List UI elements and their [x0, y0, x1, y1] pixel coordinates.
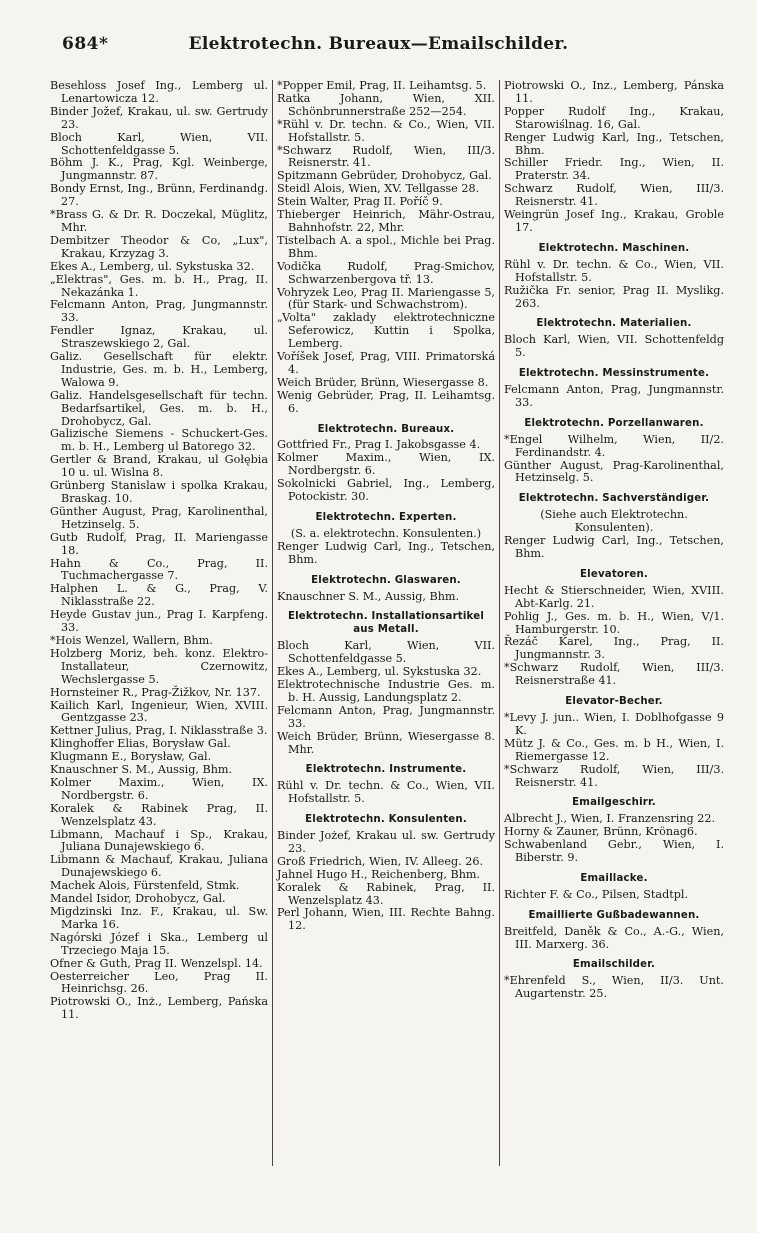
directory-entry: Ekes A., Lemberg, ul. Sykstuska 32.	[277, 665, 482, 679]
directory-entry: *Brass G. & Dr. R. Doczekal, Müglitz, Mhr.	[50, 208, 268, 234]
directory-entry: *Popper Emil, Prag, II. Leihamtsg. 5.	[277, 79, 487, 92]
directory-entry: Koralek & Rabinek Prag, II. Wenzelsplatz 43.	[50, 801, 268, 828]
directory-entry: Elektrotechnische Industrie Ges. m. b. H. Aussig, Landungsplatz 2.	[277, 677, 495, 704]
directory-entry: Gottfried Fr., Prag I. Jakobsgasse 4.	[277, 438, 481, 452]
directory-entry: Felcmann Anton, Prag, Jungmannstr. 33.	[277, 703, 495, 730]
directory-entry: Hahn & Co., Prag, II. Tuchmachergasse 7.	[50, 556, 268, 583]
section-heading: Elektrotechn. Glaswaren.	[311, 574, 461, 586]
cross-reference-note: (Siehe auch Elektrotechn. Konsulenten).	[540, 508, 688, 535]
directory-entry: Besehloss Josef Ing., Lemberg ul. Lenartowicza 12.	[50, 79, 268, 105]
directory-entry: Schwarz Rudolf, Wien, III/3. Reisnerstr. 41.	[504, 182, 724, 209]
section-heading: Elektrotechn. Konsulenten.	[305, 814, 467, 826]
directory-entry: Vohryzek Leo, Prag II. Mariengasse 5, (für Stark- und Schwachstrom).	[277, 285, 495, 312]
directory-entry: Galiz. Gesellschaft für elektr. Industrie, Ges. m. b. H., Lemberg, Walowa 9.	[50, 350, 268, 389]
section-heading: Elektrotechn. Maschinen.	[538, 242, 690, 254]
directory-entry: Rühl v. Dr. techn. & Co., Wien, VII. Hofstallstr. 5.	[277, 779, 495, 806]
directory-entry: Schwabenland Gebr., Wien, I. Biberstr. 9.	[504, 838, 724, 865]
directory-entry: Günther August, Prag-Karolinenthal, Hetzinselg. 5.	[504, 458, 724, 485]
section-heading: Emaillierte Gußbadewannen.	[528, 909, 700, 921]
directory-entry: Breitfeld, Daněk & Co., A.-G., Wien, III. Marxerg. 36.	[504, 924, 724, 951]
directory-entry: Machek Alois, Fürstenfeld, Stmk.	[50, 879, 240, 893]
directory-entry: Jahnel Hugo H., Reichenberg, Bhm.	[277, 867, 481, 881]
directory-entry: „Volta" zaklady elektrotechniczne Seferowicz, Kuttin i Spolka, Lemberg.	[277, 311, 495, 351]
section-heading: Emailschilder.	[572, 959, 656, 971]
section-heading: Elektrotechn. Porzellanwaren.	[524, 417, 704, 429]
directory-entry: Thieberger Heinrich, Mähr-Ostrau, Bahnhofstr. 22, Mhr.	[277, 208, 495, 234]
directory-entry: Weich Brüder, Brünn, Wiesergasse 8.	[277, 375, 489, 389]
section-heading: Elektrotechn. Messinstrumente.	[518, 368, 710, 380]
directory-entry: Ružička Fr. senior, Prag II. Myslikg. 263.	[504, 283, 724, 310]
directory-entry: Dembitzer Theodor & Co, „Lux", Krakau, Krzyzag 3.	[50, 233, 268, 260]
directory-entry: Piotrowski O., Inz., Lemberg, Pánska 11.	[504, 79, 724, 105]
column-1	[50, 80, 268, 1022]
directory-entry: Richter F. & Co., Pilsen, Stadtpl.	[504, 887, 689, 901]
directory-entry: Schiller Friedr. Ing., Wien, II. Praterstr. 34.	[504, 156, 724, 183]
directory-entry: Rühl v. Dr. techn. & Co., Wien, VII. Hofstallstr. 5.	[504, 257, 724, 284]
directory-entry: Renger Ludwig Karl, Ing., Tetschen, Bhm.	[504, 130, 724, 157]
directory-entry: Mandel Isidor, Drohobycz, Gal.	[50, 892, 226, 906]
cross-reference-note: (S. a. elektrotechn. Konsulenten.)	[290, 526, 482, 540]
directory-entry: Wenig Gebrüder, Prag, II. Leihamtsg. 6.	[277, 388, 495, 415]
column-divider	[272, 80, 273, 1166]
directory-entry: Weich Brüder, Brünn, Wiesergasse 8. Mhr.	[277, 729, 495, 756]
column-3	[504, 80, 724, 1001]
directory-entry: Gertler & Brand, Krakau, ul Gołębia 10 u. ul. Wislna 8.	[50, 453, 268, 480]
directory-entry: Oesterreicher Leo, Prag II. Heinrichsg. 26.	[50, 969, 268, 996]
directory-entry: Nagórski Józef i Ska., Lemberg ul Trzeciego Maja 15.	[50, 930, 268, 957]
page-header	[20, 34, 737, 64]
directory-entry: Hornsteiner R., Prag-Žižkov, Nr. 137.	[50, 685, 261, 699]
directory-entry: Mütz J. & Co., Ges. m. b H., Wien, I. Riemergasse 12.	[504, 736, 724, 763]
directory-entry: *Engel Wilhelm, Wien, II/2. Ferdinandstr. 4.	[504, 432, 724, 459]
directory-entry: Heyde Gustav jun., Prag I. Karpfeng. 33.	[50, 608, 268, 635]
directory-entry: Ekes A., Lemberg, ul. Sykstuska 32.	[50, 259, 255, 273]
page-title: Elektrotechn. Bureaux—Emailschilder.	[188, 34, 569, 54]
directory-entry: Popper Rudolf Ing., Krakau, Starowiślnag. 16, Gal.	[504, 104, 724, 131]
section-heading: Emaillacke.	[580, 872, 648, 884]
column-2	[277, 80, 495, 933]
directory-entry: Knauschner S. M., Aussig, Bhm.	[277, 589, 460, 603]
directory-entry: Řezáč Karel, Ing., Prag, II. Jungmannstr. 3.	[504, 635, 724, 662]
directory-entry: Bloch Karl, Wien, VII. Schottenfeldgasse 5.	[277, 639, 495, 666]
directory-entry: Felcmann Anton, Prag, Jungmannstr. 33.	[50, 298, 268, 325]
directory-entry: Groß Friedrich, Wien, IV. Alleeg. 26.	[277, 854, 484, 868]
directory-entry: Pohlig J., Ges. m. b. H., Wien, V/1. Hamburgerstr. 10.	[504, 609, 724, 636]
directory-entry: *Hois Wenzel, Wallern, Bhm.	[50, 633, 213, 647]
directory-entry: Bondy Ernst, Ing., Brünn, Ferdinandg. 27.	[50, 182, 268, 209]
directory-entry: Migdzinski Inz. F., Krakau, ul. Sw. Marka 16.	[50, 905, 268, 931]
section-heading: Elektrotechn. Materialien.	[536, 318, 692, 330]
directory-entry: Renger Ludwig Carl, Ing., Tetschen, Bhm.	[277, 539, 495, 566]
directory-entry: Spitzmann Gebrüder, Drohobycz, Gal.	[277, 169, 492, 183]
section-heading: Emailgeschirr.	[572, 797, 656, 809]
directory-entry: „Elektras", Ges. m. b. H., Prag, II. Nekazánka 1.	[50, 272, 268, 299]
directory-entry: Hecht & Stierschneider, Wien, XVIII. Abt-Karlg. 21.	[504, 583, 724, 610]
directory-entry: Weingrün Josef Ing., Krakau, Groble 17.	[504, 208, 724, 234]
directory-entry: Klugmann E., Borysław, Gal.	[50, 750, 212, 764]
directory-entry: *Schwarz Rudolf, Wien, III/3. Reisnerstr. 41.	[277, 143, 495, 170]
directory-entry: Binder Jożef, Krakau ul. sw. Gertrudy 23.	[277, 829, 495, 855]
directory-entry: Bloch Karl, Wien, VII. Schottenfeldg 5.	[504, 333, 724, 360]
directory-entry: Perl Johann, Wien, III. Rechte Bahng. 12.	[277, 906, 495, 933]
directory-entry: Steidl Alois, Wien, XV. Tellgasse 28.	[277, 182, 480, 196]
directory-entry: Vodička Rudolf, Prag-Smichov, Schwarzenbergova tř. 13.	[277, 259, 495, 286]
section-heading: Elektrotechn. Bureaux.	[317, 423, 455, 435]
section-heading: Elektrotechn. Instrumente.	[305, 764, 467, 776]
directory-entry: Voříšek Josef, Prag, VIII. Primatorská 4.	[277, 350, 495, 376]
directory-entry: Binder Jožef, Krakau, ul. sw. Gertrudy 23.	[50, 104, 268, 131]
directory-entry: Ofner & Guth, Prag II. Wenzelspl. 14.	[50, 956, 263, 970]
page-number: 684*	[62, 34, 109, 54]
directory-entry: Gutb Rudolf, Prag, II. Mariengasse 18.	[50, 530, 268, 557]
section-heading: Elektrotechn. Sachverständiger.	[518, 493, 710, 505]
directory-entry: Kailich Karl, Ingenieur, Wien, XVIII. Gentzgasse 23.	[50, 698, 268, 725]
directory-entry: Knauschner S. M., Aussig, Bhm.	[50, 763, 233, 777]
column-divider	[499, 80, 500, 1166]
section-heading: Elektrotechn. Installationsartikel aus Metall.	[287, 611, 485, 636]
directory-entry: Kolmer Maxim., Wien, IX. Nordbergstr. 6.	[277, 451, 495, 478]
directory-entry: *Schwarz Rudolf, Wien, III/3. Reisnerstraße 41.	[504, 661, 724, 688]
directory-entry: Kettner Julius, Prag, I. Niklasstraße 3.	[50, 724, 268, 738]
directory-entry: Klinghoffer Elias, Borysław Gal.	[50, 737, 231, 751]
directory-entry: Kolmer Maxim., Wien, IX. Nordbergstr. 6.	[50, 775, 268, 802]
directory-entry: Tistelbach A. a spol., Michle bei Prag. Bhm.	[277, 233, 495, 260]
directory-entry: Günther August, Prag, Karolinenthal, Hetzinselg. 5.	[50, 504, 268, 531]
directory-entry: Galiz. Handelsgesellschaft für techn. Bedarfsartikel, Ges. m. b. H., Drohobycz, Gal.	[50, 388, 268, 428]
directory-entry: Galizische Siemens - Schuckert-Ges. m. b. H., Lemberg ul Batorego 32.	[50, 427, 268, 454]
directory-entry: Holzberg Moriz, beh. konz. Elektro-Installateur, Czernowitz, Wechslergasse 5.	[50, 646, 268, 686]
directory-entry: Horny & Zauner, Brünn, Krönag6.	[504, 825, 698, 839]
directory-entry: *Rühl v. Dr. techn. & Co., Wien, VII. Hofstallstr. 5.	[277, 117, 495, 144]
directory-entry: Felcmann Anton, Prag, Jungmannstr. 33.	[504, 383, 724, 409]
directory-entry: Renger Ludwig Carl, Ing., Tetschen, Bhm.	[504, 534, 724, 560]
directory-entry: Piotrowski O., Inż., Lemberg, Pańska 11.	[50, 995, 268, 1022]
directory-entry: Albrecht J., Wien, I. Franzensring 22.	[504, 812, 716, 826]
directory-entry: Ratka Johann, Wien, XII. Schönbrunnerstraße 252—254.	[277, 91, 495, 118]
directory-entry: Fendler Ignaz, Krakau, ul. Straszewskiego 2, Gal.	[50, 324, 268, 351]
directory-entry: *Schwarz Rudolf, Wien, III/3. Reisnerstr. 41.	[504, 762, 724, 789]
directory-entry: Halphen L. & G., Prag, V. Niklasstraße 22.	[50, 582, 268, 609]
directory-entry: Grünberg Stanislaw i spolka Krakau, Braskag. 10.	[50, 479, 268, 505]
directory-entry: Bloch Karl, Wien, VII. Schottenfeldgasse 5.	[50, 130, 268, 157]
directory-entry: *Levy J. jun.. Wien, I. Doblhofgasse 9 K.	[504, 710, 724, 737]
section-heading: Elevator-Becher.	[565, 696, 663, 708]
directory-entry: Stein Walter, Prag II. Poříč 9.	[277, 195, 443, 209]
section-heading: Elevatoren.	[579, 568, 648, 580]
directory-entry: Böhm J. K., Prag, Kgl. Weinberge, Jungmannstr. 87.	[50, 156, 268, 183]
directory-entry: Libmann & Machauf, Krakau, Juliana Dunajewskiego 6.	[50, 853, 268, 880]
directory-entry: *Ehrenfeld S., Wien, II/3. Unt. Augartenstr. 25.	[504, 974, 724, 1001]
directory-entry: Libmann, Machauf i Sp., Krakau, Juliana Dunajewskiego 6.	[50, 827, 268, 854]
directory-entry: Sokolnicki Gabriel, Ing., Lemberg, Potockistr. 30.	[277, 477, 495, 504]
section-heading: Elektrotechn. Experten.	[315, 512, 457, 523]
directory-entry: Koralek & Rabinek, Prag, II. Wenzelsplatz 43.	[277, 880, 495, 907]
